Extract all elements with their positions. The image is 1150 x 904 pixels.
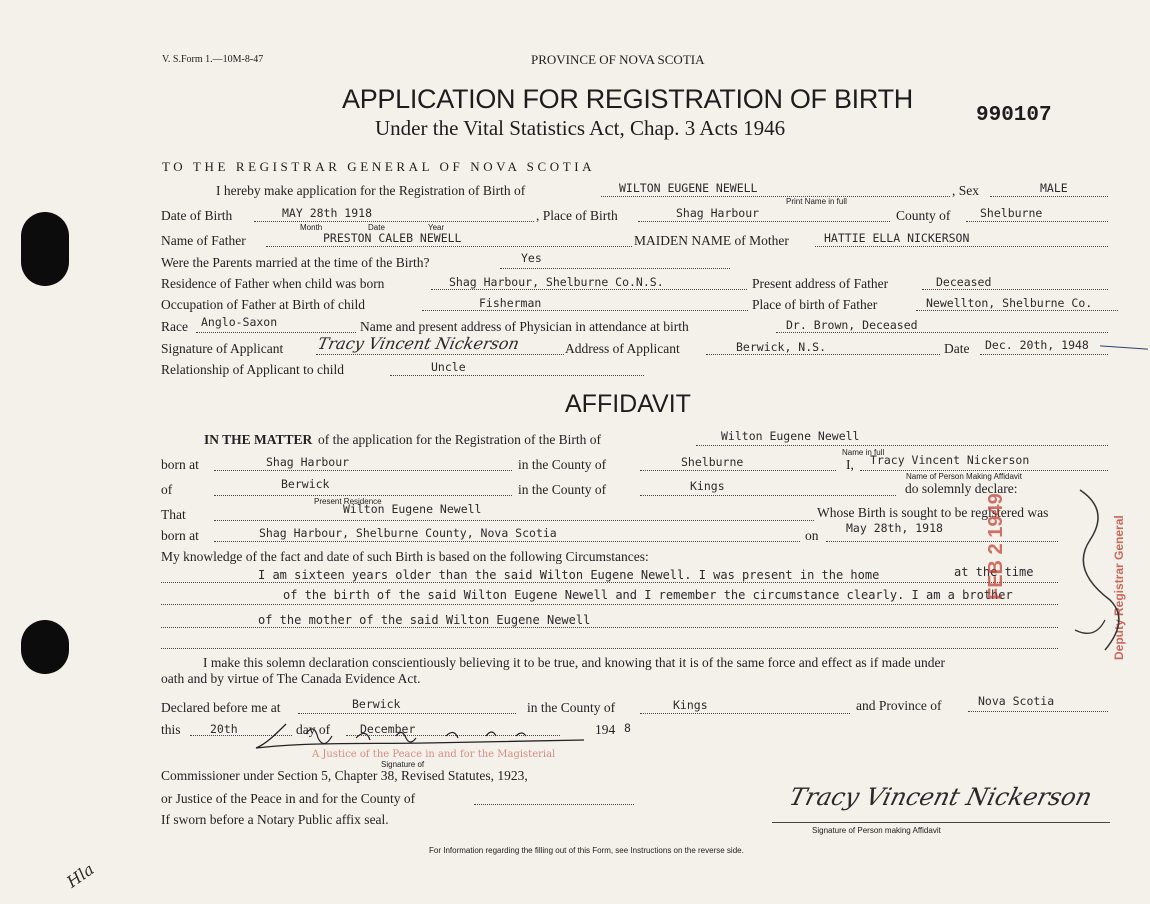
born-at-field: Shag Harbour (266, 455, 350, 469)
month-field: December (360, 722, 416, 736)
date-field: Dec. 20th, 1948 (985, 338, 1089, 352)
year-prefix: 194 (595, 722, 616, 737)
dob-field: MAY 28th 1918 (282, 206, 373, 220)
solemn-line-1: I make this solemn declaration conscientiously believing it to be true, and knowing that it is of the same force and effect as if made under (203, 655, 946, 670)
name-full-hint: Name in full (842, 448, 885, 457)
res-father-field: Shag Harbour, Shelburne Co.N.S. (449, 275, 664, 289)
form-code: V. S.Form 1.—10M-8-47 (162, 54, 264, 65)
that-label: That (161, 507, 186, 522)
father-label: Name of Father (161, 233, 246, 248)
of-county-label: in the County of (518, 482, 607, 497)
app-addr-field: Berwick, N.S. (736, 340, 827, 354)
born-county-field: Shelburne (681, 455, 744, 469)
born-county-label: in the County of (518, 457, 607, 472)
married-field: Yes (521, 251, 542, 265)
that-name-field: Wilton Eugene Newell (343, 502, 482, 516)
declared-at-field: Berwick (352, 697, 401, 711)
date-label: Date (944, 341, 970, 356)
circumstance-line-1b: at the time (954, 565, 1034, 579)
matter-label: of the application for the Registration of the Birth of (318, 432, 602, 447)
serial-number: 990107 (976, 104, 1052, 127)
place-label: , Place of Birth (536, 208, 618, 223)
province-field: Nova Scotia (978, 694, 1055, 708)
mother-label: MAIDEN NAME of Mother (634, 233, 789, 248)
i-label: I, (846, 457, 854, 472)
on-date-field: May 28th, 1918 (846, 521, 943, 535)
received-stamp: FEB 2 1949 (985, 493, 1007, 600)
of-label: of (161, 482, 173, 497)
punch-hole-bottom (21, 620, 69, 674)
justice-label: or Justice of the Peace in and for the County of (161, 791, 416, 806)
intro-label: I hereby make application for the Registration of Birth of (216, 183, 526, 198)
occupation-field: Fisherman (479, 296, 542, 310)
footer-info: For Information regarding the filling out of this Form, see Instructions on the reverse side. (429, 846, 744, 855)
deponent-hint: Name of Person Making Affidavit (906, 472, 1022, 481)
circumstance-line-1: I am sixteen years older than the said Wilton Eugene Newell. I was present in the home (258, 568, 880, 582)
year-digit: 8 (624, 721, 631, 735)
sig-of-hint: Signature of (381, 760, 425, 769)
knowledge-label: My knowledge of the fact and date of such Birth is based on the following Circumstances: (161, 549, 649, 564)
physician-field: Dr. Brown, Deceased (786, 318, 918, 332)
notary-label: If sworn before a Notary Public affix seal. (161, 812, 389, 827)
present-addr-field: Deceased (936, 275, 992, 289)
registrar-stamp: Deputy Registrar General (1112, 515, 1126, 660)
registrar-scribble (1050, 480, 1130, 670)
day-of-label: day of (296, 722, 331, 737)
res-father-label: Residence of Father when child was born (161, 276, 385, 291)
date-underline-stroke (1100, 345, 1148, 349)
born-at2-field: Shag Harbour, Shelburne County, Nova Scotia (259, 526, 557, 540)
solemn-line-2: oath and by virtue of The Canada Evidence Act. (161, 671, 421, 686)
app-addr-label: Address of Applicant (565, 341, 680, 356)
on-label: on (805, 528, 819, 543)
deponent-field: Tracy Vincent Nickerson (870, 453, 1030, 467)
relationship-field: Uncle (431, 360, 466, 374)
circumstance-line-3: of the mother of the said Wilton Eugene Newell (258, 613, 591, 627)
commissioner-label: Commissioner under Section 5, Chapter 38, Revised Statutes, 1923, (161, 768, 528, 783)
born-at2-label: born at (161, 528, 199, 543)
affidavit-title: AFFIDAVIT (565, 390, 691, 418)
declare-label: do solemnly declare: (905, 481, 1018, 496)
married-label: Were the Parents married at the time of the Birth? (161, 255, 430, 270)
applicant-signature: Tracy Vincent Nickerson (315, 334, 521, 353)
justice-stamp: A Justice of the Peace in and for the Magisterial (312, 749, 556, 760)
matter-bold: IN THE MATTER (204, 432, 313, 447)
born-at-label: born at (161, 457, 199, 472)
province-heading: PROVINCE OF NOVA SCOTIA (531, 52, 705, 67)
date-hint: Date (368, 223, 385, 232)
sex-field: MALE (1040, 181, 1068, 195)
dob-label: Date of Birth (161, 208, 233, 223)
punch-hole-top (21, 212, 69, 286)
mother-field: HATTIE ELLA NICKERSON (824, 231, 970, 245)
declared-county-field: Kings (673, 698, 708, 712)
father-field: PRESTON CALEB NEWELL (323, 231, 462, 245)
month-hint: Month (300, 223, 323, 232)
race-label: Race (161, 319, 188, 334)
county-label: County of (896, 208, 951, 223)
whose-label: Whose Birth is sought to be registered was (817, 505, 1049, 520)
father-birthplace-field: Newellton, Shelburne Co. (926, 296, 1093, 310)
affidavit-child-field: Wilton Eugene Newell (721, 429, 860, 443)
present-res-hint: Present Residence (314, 497, 382, 506)
circumstance-line-2: of the birth of the said Wilton Eugene Newell and I remember the circumstance clearly. I am a brother (283, 588, 1013, 602)
place-field: Shag Harbour (676, 206, 760, 220)
initials: Hla (63, 859, 98, 892)
declared-label: Declared before me at (161, 700, 281, 715)
present-addr-label: Present address of Father (752, 276, 889, 291)
year-hint: Year (428, 223, 445, 232)
sex-label: , Sex (952, 183, 979, 198)
print-name-hint: Print Name in full (786, 197, 847, 206)
sig-label: Signature of Applicant (161, 341, 284, 356)
province-label: and Province of (856, 698, 942, 713)
relationship-label: Relationship of Applicant to child (161, 362, 344, 377)
deponent-sig-hint: Signature of Person making Affidavit (812, 826, 941, 835)
declared-county-label: in the County of (527, 700, 616, 715)
form-subtitle: Under the Vital Statistics Act, Chap. 3 Acts 1946 (375, 116, 786, 140)
form-title: APPLICATION FOR REGISTRATION OF BIRTH (342, 84, 913, 114)
county-field: Shelburne (980, 206, 1043, 220)
child-name-field: WILTON EUGENE NEWELL (619, 181, 758, 195)
father-birthplace-label: Place of birth of Father (752, 297, 878, 312)
physician-label: Name and present address of Physician in attendance at birth (360, 319, 689, 334)
occupation-label: Occupation of Father at Birth of child (161, 297, 365, 312)
of-place-field: Berwick (281, 477, 330, 491)
addressee: TO THE REGISTRAR GENERAL OF NOVA SCOTIA (162, 159, 596, 174)
day-field: 20th (210, 722, 238, 736)
deponent-signature: Tracy Vincent Nickerson (786, 783, 1095, 811)
race-field: Anglo-Saxon (201, 315, 278, 329)
of-county-field: Kings (690, 479, 725, 493)
this-label: this (161, 722, 181, 737)
